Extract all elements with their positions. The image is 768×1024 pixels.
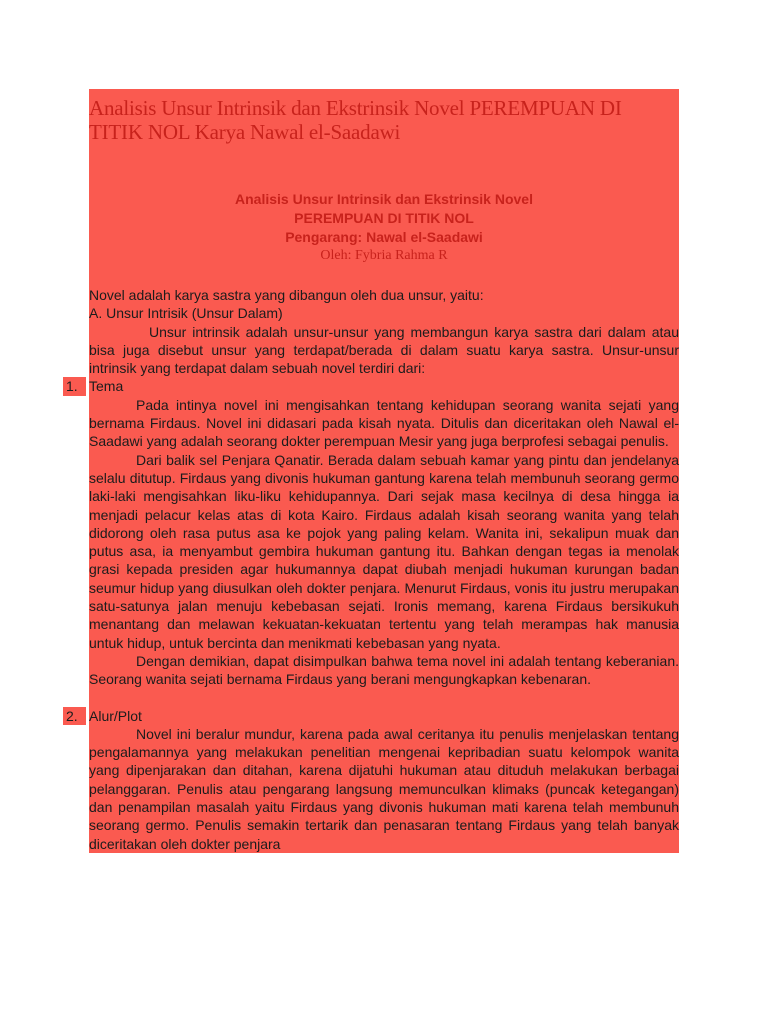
header-block	[89, 190, 679, 265]
section-a-heading: A. Unsur Intrisik (Unsur Dalam)	[89, 305, 283, 322]
tema-paragraph-2: Dari balik sel Penjara Qanatir. Berada dalam sebuah kamar yang pintu dan jendelanya selalu ditutup. Firdaus yang divonis hukuman gantung karena telah membunuh seorang germo laki-laki mengisahkan liku-liku kehidupannya. Dari sejak masa kecilnya di desa hingga ia menjadi pelacur kelas atas di kota Kairo. Firdaus adalah kisah seorang wanita yang telah didorong oleh rasa putus asa ke pojok yang paling kelam. Wanita ini, sekalipun muak dan putus asa, ia menyambut gembira hukuman gantung itu. Bahkan dengan tegas ia menolak grasi kepada presiden agar hukumannya dapat diubah menjadi hukuman kurungan badan seumur hidup yang diusulkan oleh dokter penjara. Menurut Firdaus, vonis itu justru merupakan satu-satunya jalan menuju kebebasan sejati. Ironis memang, karena Firdaus bersikukuh menantang dan melawan kekuatan-kekuatan tertentu yang telah merampas hak manusia untuk hidup, untuk bercinta dan menikmati kebebasan yang nyata.	[89, 451, 679, 651]
list-heading: Tema	[89, 378, 124, 395]
header-line-2: PEREMPUAN DI TITIK NOL	[294, 210, 474, 226]
section-gap	[89, 689, 679, 707]
intro-text: Novel adalah karya sastra yang dibangun oleh dua unsur, yaitu:	[89, 287, 484, 303]
alur-paragraph-1: Novel ini beralur mundur, karena pada awal ceritanya itu penulis menjelaskan tentang pengalamannya yang melakukan penelitian mengenai kepribadian suatu kelompok wanita yang dipenjarakan dan ditahan, karena dijatuhi hukuman atau dituduh melakukan berbagai pelanggaran. Penulis atau pengarang langsung memunculkan klimaks (puncak ketegangan) dan penampilan masalah yaitu Firdaus yang divonis hukuman mati karena telah membunuh seorang germo. Penulis semakin tertarik dan penasaran tentang Firdaus yang telah banyak diceritakan oleh dokter penjara	[89, 725, 679, 852]
tema-paragraph-1: Pada intinya novel ini mengisahkan tentang kehidupan seorang wanita sejati yang bernama Firdaus. Novel ini didasari pada kisah nyata. Ditulis dan diceritakan oleh Nawal el-Saadawi yang adalah seorang dokter perempuan Mesir yang juga berprofesi sebagai penulis.	[89, 396, 679, 450]
list-item-alur	[66, 707, 679, 725]
document-title: Analisis Unsur Intrinsik dan Ekstrinsik Novel PEREMPUAN DI TITIK NOL Karya Nawal el-Saadawi	[89, 96, 622, 144]
tema-paragraph-3: Dengan demikian, dapat disimpulkan bahwa tema novel ini adalah tentang keberanian. Seorang wanita sejati bernama Firdaus yang berani mengungkapkan kebenaran.	[89, 652, 679, 688]
list-item-tema	[66, 377, 679, 395]
document-body	[66, 89, 679, 853]
list-heading: Alur/Plot	[89, 707, 142, 724]
list-number: 2.	[63, 707, 86, 725]
author-line: Oleh: Fybria Rahma R	[320, 248, 448, 263]
intro-block	[66, 286, 679, 853]
section-a-paragraph: Unsur intrinsik adalah unsur-unsur yang membangun karya sastra dari dalam atau bisa juga disebut unsur yang terdapat/berada di dalam suatu karya sastra. Unsur-unsur intrinsik yang terdapat dalam sebuah novel terdiri dari:	[89, 323, 679, 377]
header-line-1: Analisis Unsur Intrinsik dan Ekstrinsik Novel	[235, 191, 533, 207]
header-line-3: Pengarang: Nawal el-Saadawi	[285, 229, 483, 245]
list-number: 1.	[63, 377, 86, 395]
